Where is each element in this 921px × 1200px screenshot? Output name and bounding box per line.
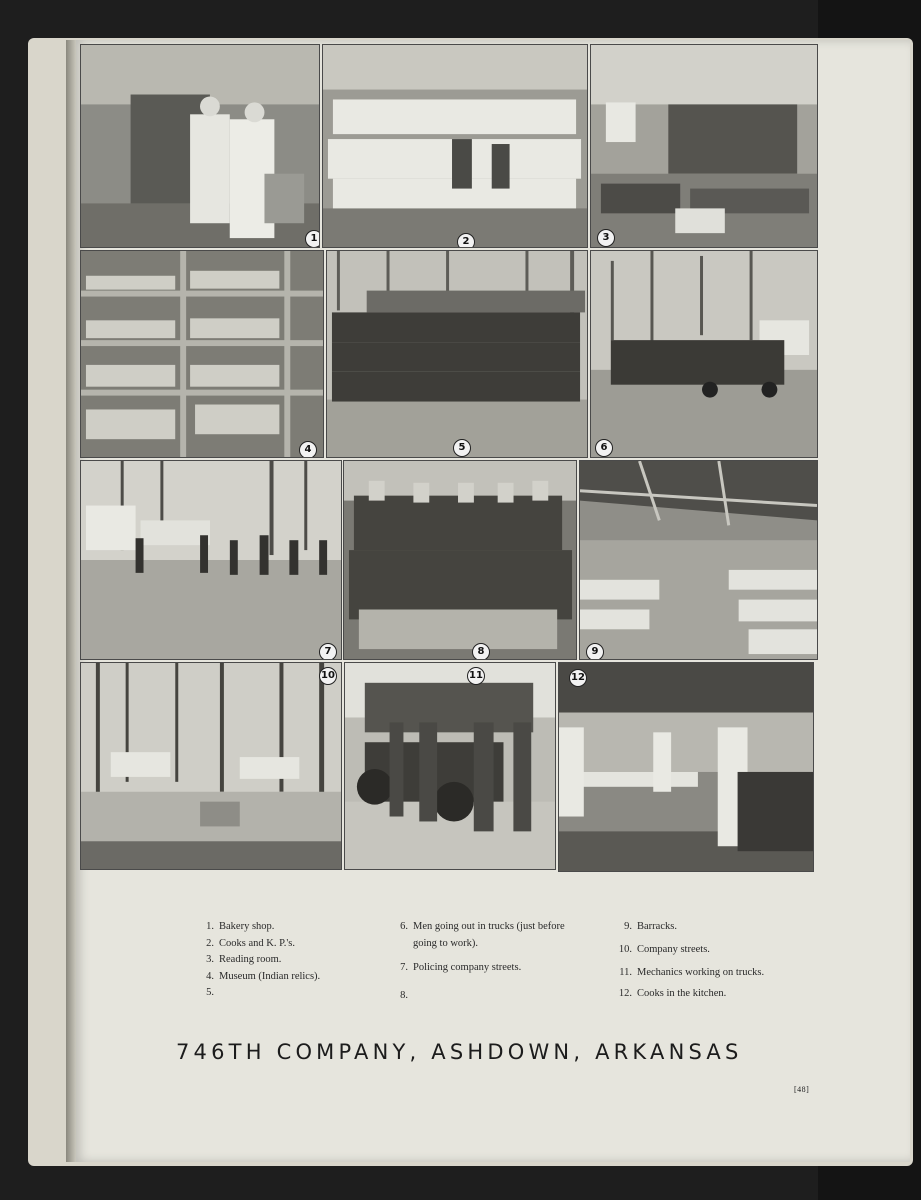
caption-item [384,960,584,988]
photo-number-badge: 2 [457,233,475,248]
photo-kitchen [558,662,814,872]
caption-item [608,965,808,986]
caption-item [190,985,380,1002]
caption-number: 6. [400,921,408,932]
caption-text: Barracks. [637,921,677,932]
photo-number-badge: 11 [467,667,485,685]
photo-barracks [579,460,818,660]
caption-item [608,986,808,1003]
caption-column-1 [190,919,380,1002]
caption-item [384,919,584,960]
caption-text: Reading room. [219,954,282,965]
caption-number: 3. [206,954,214,965]
caption-number: 2. [206,937,214,949]
photo-image [559,663,813,871]
caption-item [190,919,380,936]
caption-number: 12. [618,988,632,999]
photo-group-8 [343,460,577,660]
photo-reading-room [590,44,818,248]
photo-image [344,461,576,659]
photo-number-badge: 3 [597,229,615,247]
caption-text: Cooks and K. P.'s. [219,937,295,949]
photo-museum [80,250,324,458]
caption-number: 11. [619,967,632,978]
photo-number-badge: 9 [586,643,604,660]
caption-number: 4. [206,970,214,982]
photo-image [81,663,341,869]
caption-text [413,988,584,1005]
photo-image [580,461,817,659]
photo-image [327,251,587,457]
caption-number: 5. [206,987,214,998]
caption-column-2 [384,919,584,1005]
caption-text [219,985,380,1002]
photo-image [591,45,817,247]
caption-text: Bakery shop. [219,921,275,932]
photo-image [81,461,341,659]
photo-mechanics [344,662,556,870]
photo-number-badge: 4 [299,441,317,458]
page-title: 746TH COMPANY, ASHDOWN, ARKANSAS [176,1040,743,1064]
photo-cooks-kps [322,44,588,248]
page-gutter [66,40,76,1162]
photo-image [323,45,587,247]
caption-number: 1. [206,921,214,932]
caption-text: Museum (Indian relics). [219,970,321,982]
photo-trucks [590,250,818,458]
caption-text: Company streets. [637,944,710,955]
caption-item [608,919,808,942]
caption-text: Mechanics working on trucks. [637,967,765,978]
photo-number-badge: 1 [305,230,320,248]
caption-number: 9. [624,921,632,932]
page-number: [48] [794,1085,810,1094]
photo-image [81,45,319,247]
photo-number-badge: 5 [453,439,471,457]
photo-number-badge: 12 [569,669,587,687]
caption-item [190,936,380,953]
photo-number-badge: 10 [319,667,337,685]
caption-column-3 [608,919,808,1003]
caption-text: Cooks in the kitchen. [637,988,727,999]
caption-text: Policing company streets. [413,962,522,973]
photo-image [345,663,555,869]
caption-item [190,952,380,969]
caption-number: 10. [618,944,632,955]
caption-text: Men going out in trucks (just before going to work). [413,921,565,949]
caption-number: 7. [400,962,408,973]
photo-group-5 [326,250,588,458]
caption-item [190,969,380,986]
photo-image [591,251,817,457]
photo-company-streets [80,662,342,870]
photo-number-badge: 8 [472,643,490,660]
photo-image [81,251,323,457]
caption-item [384,988,584,1005]
photo-bakery-shop [80,44,320,248]
caption-number: 8. [400,990,408,1001]
photo-number-badge: 7 [319,643,337,660]
photo-policing-streets [80,460,342,660]
photo-number-badge: 6 [595,439,613,457]
caption-item [608,942,808,965]
